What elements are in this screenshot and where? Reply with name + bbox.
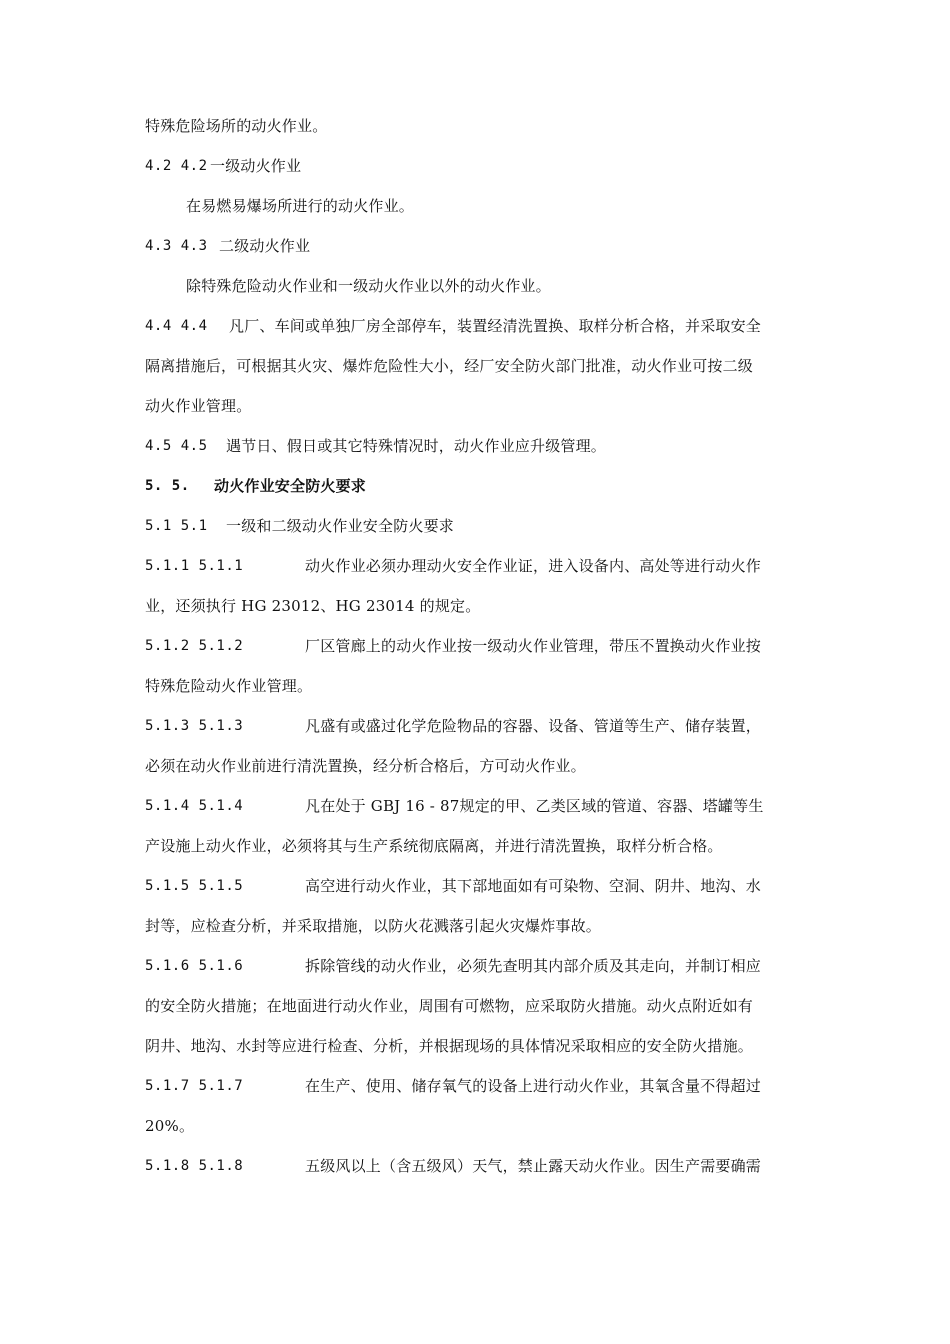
section-heading: 动火作业安全防火要求 (214, 477, 367, 495)
clause-number: 5.1.6 5.1.6 (145, 958, 244, 974)
clause-number: 5.1.5 5.1.5 (145, 878, 244, 894)
paragraph-line: 必须在动火作业前进行清洗置换，经分析合格后，方可动火作业。 (145, 757, 586, 775)
paragraph-line: 特殊危险场所的动火作业。 (145, 117, 328, 135)
paragraph-line: 业，还须执行 HG 23012、HG 23014 的规定。 (145, 597, 481, 615)
clause-number: 5.1.3 5.1.3 (145, 718, 244, 734)
paragraph-line: 动火作业必须办理动火安全作业证，进入设备内、高处等进行动火作 (305, 557, 762, 575)
paragraph-line: 凡厂、车间或单独厂房全部停车，装置经清洗置换、取样分析合格，并采取安全 (229, 317, 762, 335)
paragraph-line: 阴井、地沟、水封等应进行检查、分析，并根据现场的具体情况采取相应的安全防火措施。 (145, 1037, 754, 1055)
clause-number: 5.1.2 5.1.2 (145, 638, 244, 654)
section-number: 4.4 4.4 (145, 318, 208, 334)
paragraph-line: 在易燃易爆场所进行的动火作业。 (186, 197, 415, 215)
section-title: 一级和二级动火作业安全防火要求 (226, 517, 455, 535)
paragraph-line: 在生产、使用、储存氧气的设备上进行动火作业，其氧含量不得超过 (305, 1077, 762, 1095)
paragraph-line: 五级风以上（含五级风）天气，禁止露天动火作业。因生产需要确需 (305, 1157, 762, 1175)
paragraph-line: 拆除管线的动火作业，必须先查明其内部介质及其走向，并制订相应 (305, 957, 762, 975)
clause-number: 5.1.8 5.1.8 (145, 1158, 244, 1174)
paragraph-line: 除特殊危险动火作业和一级动火作业以外的动火作业。 (186, 277, 551, 295)
section-number: 4.2 4.2 (145, 158, 208, 174)
section-number: 4.3 4.3 (145, 238, 208, 254)
section-title: 二级动火作业 (219, 237, 311, 255)
paragraph-line: 动火作业管理。 (145, 397, 252, 415)
section-title: 一级动火作业 (210, 157, 302, 175)
paragraph-line: 高空进行动火作业，其下部地面如有可染物、空洞、阴井、地沟、水 (305, 877, 762, 895)
paragraph-line: 凡在处于 GBJ 16 - 87规定的甲、乙类区域的管道、容器、塔罐等生 (305, 797, 764, 815)
paragraph-line: 凡盛有或盛过化学危险物品的容器、设备、管道等生产、储存装置， (305, 717, 762, 735)
paragraph-line: 特殊危险动火作业管理。 (145, 677, 313, 695)
clause-number: 5.1.7 5.1.7 (145, 1078, 244, 1094)
paragraph-line: 厂区管廊上的动火作业按一级动火作业管理，带压不置换动火作业按 (305, 637, 762, 655)
paragraph-line: 封等，应检查分析，并采取措施，以防火花溅落引起火灾爆炸事故。 (145, 917, 602, 935)
section-number: 5.1 5.1 (145, 518, 208, 534)
clause-number: 5.1.1 5.1.1 (145, 558, 244, 574)
paragraph-line: 的安全防火措施；在地面进行动火作业，周围有可燃物，应采取防火措施。动火点附近如有 (145, 997, 754, 1015)
heading-number: 5. 5. (145, 478, 190, 494)
paragraph-line: 20%。 (145, 1117, 195, 1135)
paragraph-line: 产设施上动火作业，必须将其与生产系统彻底隔离，并进行清洗置换，取样分析合格。 (145, 837, 723, 855)
paragraph-line: 隔离措施后，可根据其火灾、爆炸危险性大小，经厂安全防火部门批准，动火作业可按二级 (145, 357, 754, 375)
section-number: 4.5 4.5 (145, 438, 208, 454)
clause-number: 5.1.4 5.1.4 (145, 798, 244, 814)
paragraph-line: 遇节日、假日或其它特殊情况时，动火作业应升级管理。 (226, 437, 607, 455)
